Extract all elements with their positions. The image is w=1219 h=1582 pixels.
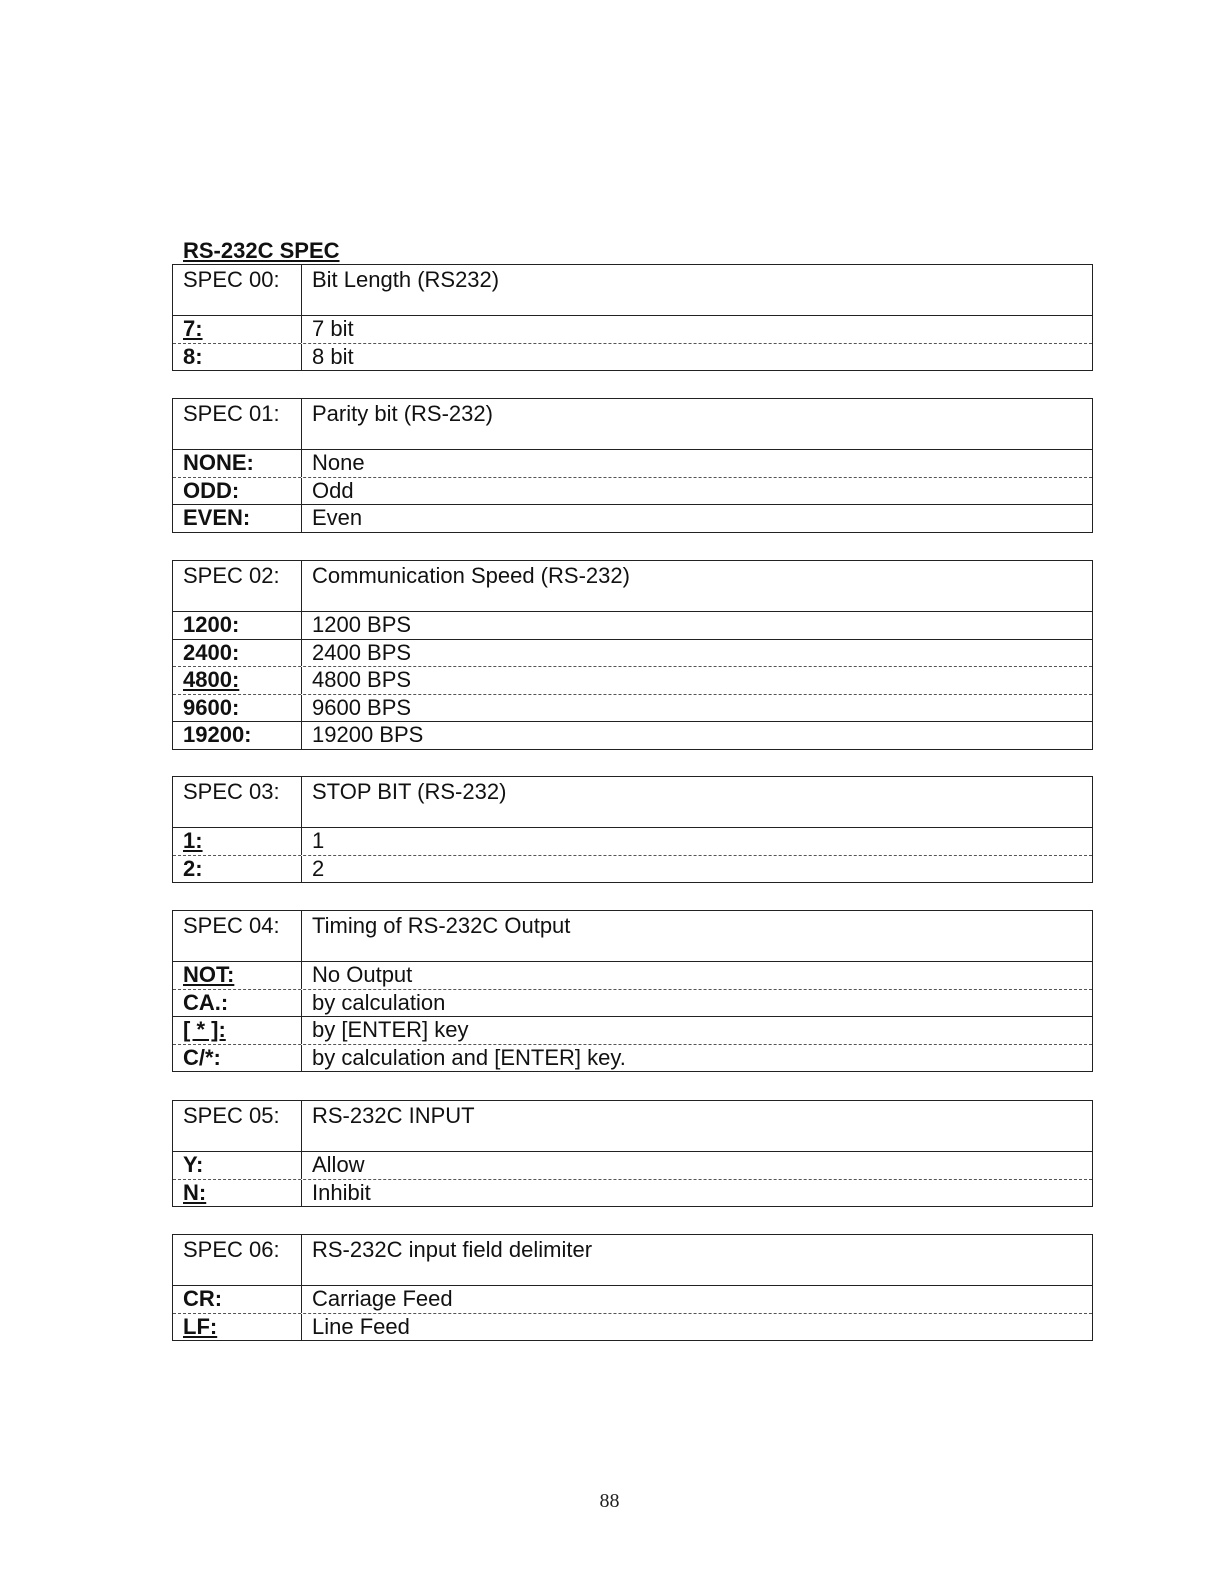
option-row — [173, 989, 1092, 1017]
option-row — [173, 315, 1092, 343]
spec-description: Parity bit (RS-232) — [312, 401, 493, 426]
spec-table-01 — [172, 398, 1093, 533]
spec-description: RS-232C input field delimiter — [312, 1237, 593, 1262]
option-row — [173, 721, 1092, 749]
option-key: C/*: — [183, 1044, 221, 1070]
option-key: 4800: — [183, 667, 240, 692]
spec-header-row — [173, 1101, 1092, 1151]
option-row — [173, 639, 1092, 667]
spec-description: STOP BIT (RS-232) — [312, 779, 507, 804]
spec-code: SPEC 03: — [173, 777, 302, 827]
spec-code: SPEC 02: — [173, 561, 302, 611]
spec-table-05 — [172, 1100, 1093, 1207]
spec-description: Bit Length (RS232) — [312, 267, 500, 292]
option-key: 2400: — [183, 639, 240, 665]
spec-code: SPEC 04: — [173, 911, 302, 961]
spec-description: Communication Speed (RS-232) — [312, 563, 630, 588]
option-value: 2 — [312, 855, 325, 881]
spec-table-06 — [172, 1234, 1093, 1341]
option-value: Inhibit — [312, 1179, 371, 1205]
spec-table-02 — [172, 560, 1093, 750]
option-key: 2: — [183, 855, 203, 881]
option-value: No Output — [312, 962, 413, 987]
page-number: 88 — [599, 1490, 620, 1512]
option-row — [173, 1016, 1092, 1044]
option-key: 7: — [183, 316, 203, 341]
option-key: [ * ]: — [183, 1017, 226, 1042]
option-value: Line Feed — [312, 1313, 410, 1339]
option-value: 2400 BPS — [312, 639, 412, 665]
spec-description: Timing of RS-232C Output — [312, 913, 571, 938]
option-value: 4800 BPS — [312, 667, 412, 692]
option-value: by [ENTER] key — [312, 1017, 469, 1042]
option-key: EVEN: — [183, 505, 251, 530]
option-key: NONE: — [183, 450, 254, 475]
option-row — [173, 449, 1092, 477]
option-value: 9600 BPS — [312, 694, 412, 720]
option-key: N: — [183, 1179, 207, 1205]
option-value: Odd — [312, 477, 354, 503]
option-row — [173, 1151, 1092, 1179]
option-value: 8 bit — [312, 343, 354, 369]
option-row — [173, 611, 1092, 639]
option-row — [173, 694, 1092, 722]
option-value: Allow — [312, 1152, 365, 1177]
spec-header-row — [173, 265, 1092, 315]
option-value: Even — [312, 505, 363, 530]
spec-code: SPEC 00: — [173, 265, 302, 315]
spec-code: SPEC 06: — [173, 1235, 302, 1285]
option-key: NOT: — [183, 962, 235, 987]
spec-header-row — [173, 911, 1092, 961]
option-row — [173, 827, 1092, 855]
option-row — [173, 343, 1092, 371]
option-key: CA.: — [183, 989, 229, 1015]
option-key: 1200: — [183, 612, 240, 637]
option-row — [173, 855, 1092, 883]
option-value: Carriage Feed — [312, 1286, 453, 1311]
option-key: LF: — [183, 1313, 218, 1339]
option-row — [173, 477, 1092, 505]
option-value: 7 bit — [312, 316, 354, 341]
option-row — [173, 1313, 1092, 1341]
option-key: ODD: — [183, 477, 240, 503]
option-row — [173, 1044, 1092, 1072]
option-value: 19200 BPS — [312, 722, 424, 747]
spec-code: SPEC 05: — [173, 1101, 302, 1151]
option-key: 19200: — [183, 722, 252, 747]
spec-table-04 — [172, 910, 1093, 1072]
option-key: CR: — [183, 1286, 223, 1311]
option-row — [173, 1285, 1092, 1313]
spec-description: RS-232C INPUT — [312, 1103, 475, 1128]
document-title: RS-232C SPEC — [183, 238, 340, 263]
spec-header-row — [173, 399, 1092, 449]
option-key: Y: — [183, 1152, 204, 1177]
option-value: by calculation and [ENTER] key. — [312, 1044, 626, 1070]
spec-code: SPEC 01: — [173, 399, 302, 449]
option-row — [173, 666, 1092, 694]
spec-header-row — [173, 1235, 1092, 1285]
option-row — [173, 961, 1092, 989]
spec-header-row — [173, 777, 1092, 827]
spec-table-03 — [172, 776, 1093, 883]
spec-header-row — [173, 561, 1092, 611]
option-row — [173, 504, 1092, 532]
option-key: 8: — [183, 343, 203, 369]
option-row — [173, 1179, 1092, 1207]
option-value: by calculation — [312, 989, 446, 1015]
option-key: 9600: — [183, 694, 240, 720]
spec-table-00 — [172, 264, 1093, 371]
option-value: 1 — [312, 828, 325, 853]
option-value: None — [312, 450, 365, 475]
option-value: 1200 BPS — [312, 612, 412, 637]
option-key: 1: — [183, 828, 203, 853]
